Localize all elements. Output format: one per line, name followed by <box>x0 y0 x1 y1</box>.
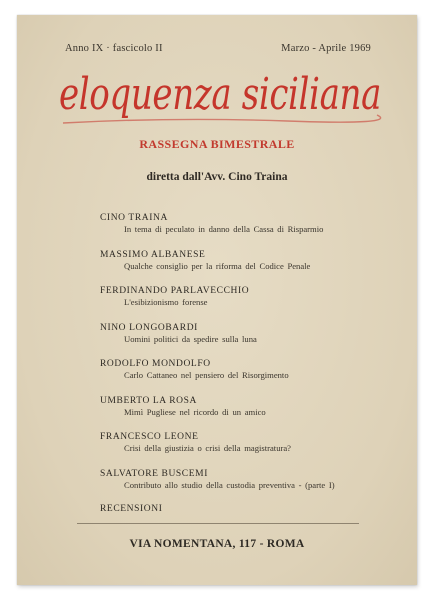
publisher-address: VIA NOMENTANA, 117 - ROMA <box>129 538 305 550</box>
toc-article: L'esibizionismo forense <box>124 297 208 307</box>
toc-article: Contributo allo studio della custodia preventiva - (parte I) <box>124 479 335 490</box>
toc-author: CINO TRAINA <box>100 213 168 223</box>
masthead-title: eloquenza siciliana <box>59 69 381 120</box>
subtitle: RASSEGNA BIMESTRALE <box>139 137 295 151</box>
toc-entry <box>100 322 390 359</box>
toc-entry <box>100 212 390 249</box>
toc-author: SALVATORE BUSCEMI <box>100 468 208 479</box>
toc-entry <box>100 468 390 505</box>
director-line: diretta dall'Avv. Cino Traina <box>146 171 288 183</box>
masthead-logo <box>55 51 385 137</box>
toc-article: Crisi della giustizia o crisi della magistratura? <box>124 443 291 453</box>
toc-author: UMBERTO LA ROSA <box>100 395 197 406</box>
toc-article: Qualche consiglio per la riforma del Codice Penale <box>124 260 311 271</box>
toc-author: FERDINANDO PARLAVECCHIO <box>100 286 250 296</box>
toc-author: NINO LONGOBARDI <box>100 322 198 333</box>
issue-date: Marzo - Aprile 1969 <box>281 43 371 54</box>
toc-article: Uomini politici da spedire sulla luna <box>124 333 257 344</box>
magazine-cover <box>17 15 417 585</box>
divider <box>77 523 359 524</box>
toc-entry <box>100 358 390 395</box>
toc-entry <box>100 249 390 286</box>
toc-entry <box>100 431 390 468</box>
toc-article: In tema di peculato in danno della Cassa di Risparmio <box>124 224 324 234</box>
toc-article: Carlo Cattaneo nel pensiero del Risorgimento <box>124 370 289 380</box>
reviews-section: RECENSIONI <box>100 504 163 514</box>
toc-author: FRANCESCO LEONE <box>100 432 199 442</box>
issue-number: Anno IX · fascicolo II <box>65 43 163 54</box>
toc-article: Mimì Pugliese nel ricordo di un amico <box>124 406 266 417</box>
table-of-contents <box>100 212 390 504</box>
toc-author: MASSIMO ALBANESE <box>100 249 206 260</box>
toc-author: RODOLFO MONDOLFO <box>100 359 211 369</box>
toc-entry <box>100 395 390 432</box>
toc-entry <box>100 285 390 322</box>
